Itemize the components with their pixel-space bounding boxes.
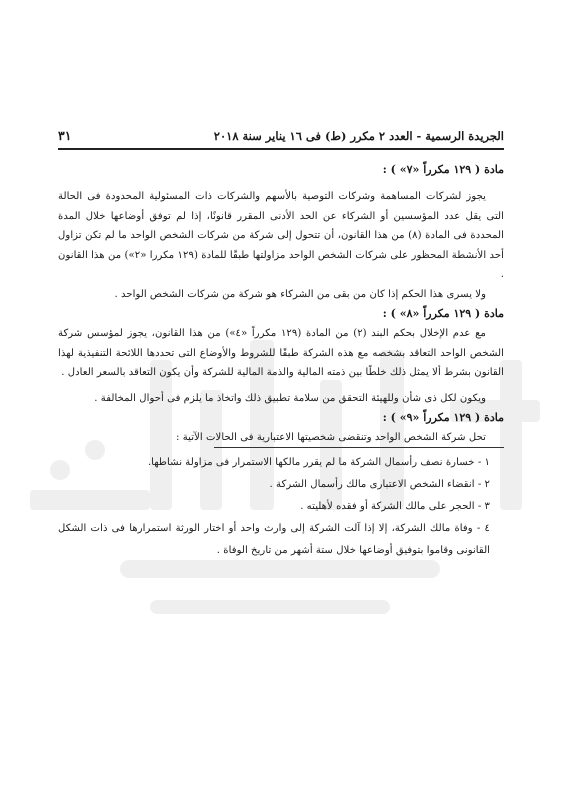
- article-9-item-4: ٤ - وفاة مالك الشركة، إلا إذا آلت الشركة إلى وارث واحد أو اختار الورثة استمرارها فى ذات الشكل القانونى وقاموا بتوفيق أوضاعها خلال ستة أشهر من تاريخ الوفاة .: [58, 523, 490, 556]
- page-number: ٣١: [58, 128, 72, 143]
- article-9-item-1: ١ - خسارة نصف رأسمال الشركة ما لم يقرر مالكها الاستمرار فى مزاولة نشاطها.: [147, 457, 490, 468]
- article-8-paragraph-2: ويكون لكل ذى شأن وللهيئة التحقق من سلامة تطبيق ذلك واتخاذ ما يلزم فى أحوال المخالفة .: [94, 392, 486, 404]
- gazette-page: [58, 128, 504, 562]
- article-heading-7: مادة ( ١٢٩ مكرراً «٧» ) :: [382, 163, 504, 176]
- article-7-paragraph-2: ولا يسرى هذا الحكم إذا كان من بقى من الشركاء هو شركة من شركات الشخص الواحد .: [114, 288, 486, 300]
- article-9-intro: تحل شركة الشخص الواحد وتنقضى شخصيتها الاعتبارية فى الحالات الآتية :: [176, 432, 486, 443]
- article-9-intro-rule: [214, 447, 504, 448]
- article-9-item-3: ٣ - الحجر على مالك الشركة أو فقده لأهليته .: [300, 501, 490, 512]
- running-header: [58, 128, 504, 148]
- article-heading-8: مادة ( ١٢٩ مكرراً «٨» ) :: [382, 307, 504, 320]
- header-rule: [58, 148, 504, 150]
- article-9-item-2: ٢ - انقضاء الشخص الاعتبارى مالك رأسمال الشركة .: [269, 479, 490, 490]
- gazette-title-line: الجريدة الرسمية - العدد ٢ مكرر (ط) فى ١٦ يناير سنة ٢٠١٨: [213, 129, 504, 143]
- article-heading-9: مادة ( ١٢٩ مكرراً «٩» ) :: [382, 411, 504, 424]
- article-8-paragraph-1: مع عدم الإخلال بحكم البند (٢) من المادة (١٢٩ مكرراً «٤») من هذا القانون، يجوز لمؤسس شركة الشخص الواحد التعاقد بشخصه مع هذه الشركة طبقًا للشروط والأوضاع التى تحددها اللائحة التنفيذية لهذا القانون بشرط ألا يمثل ذلك خلطًا بين ذمته المالية والذمة المالية للشركة وأن يكون التعاقد بالسعر العادل .: [58, 328, 504, 378]
- article-7-paragraph-1: يجوز لشركات المساهمة وشركات التوصية بالأسهم والشركات ذات المسئولية المحدودة فى الحالة التى يقل عدد المؤسسين أو الشركاء عن الحد الأدنى المقرر قانونًا، إذا لم توفق أوضاعها خلال المدة المحددة فى المادة (٨) من هذا القانون، أن تتحول إلى شركة من شركات الشخص الواحد ما لم تكن تزاول أحد الأنشطة المحظور على شركات الشخص الواحد مزاولتها طبقًا للمادة (١٢٩ مكررا «٢») من هذا القانون .: [58, 191, 504, 280]
